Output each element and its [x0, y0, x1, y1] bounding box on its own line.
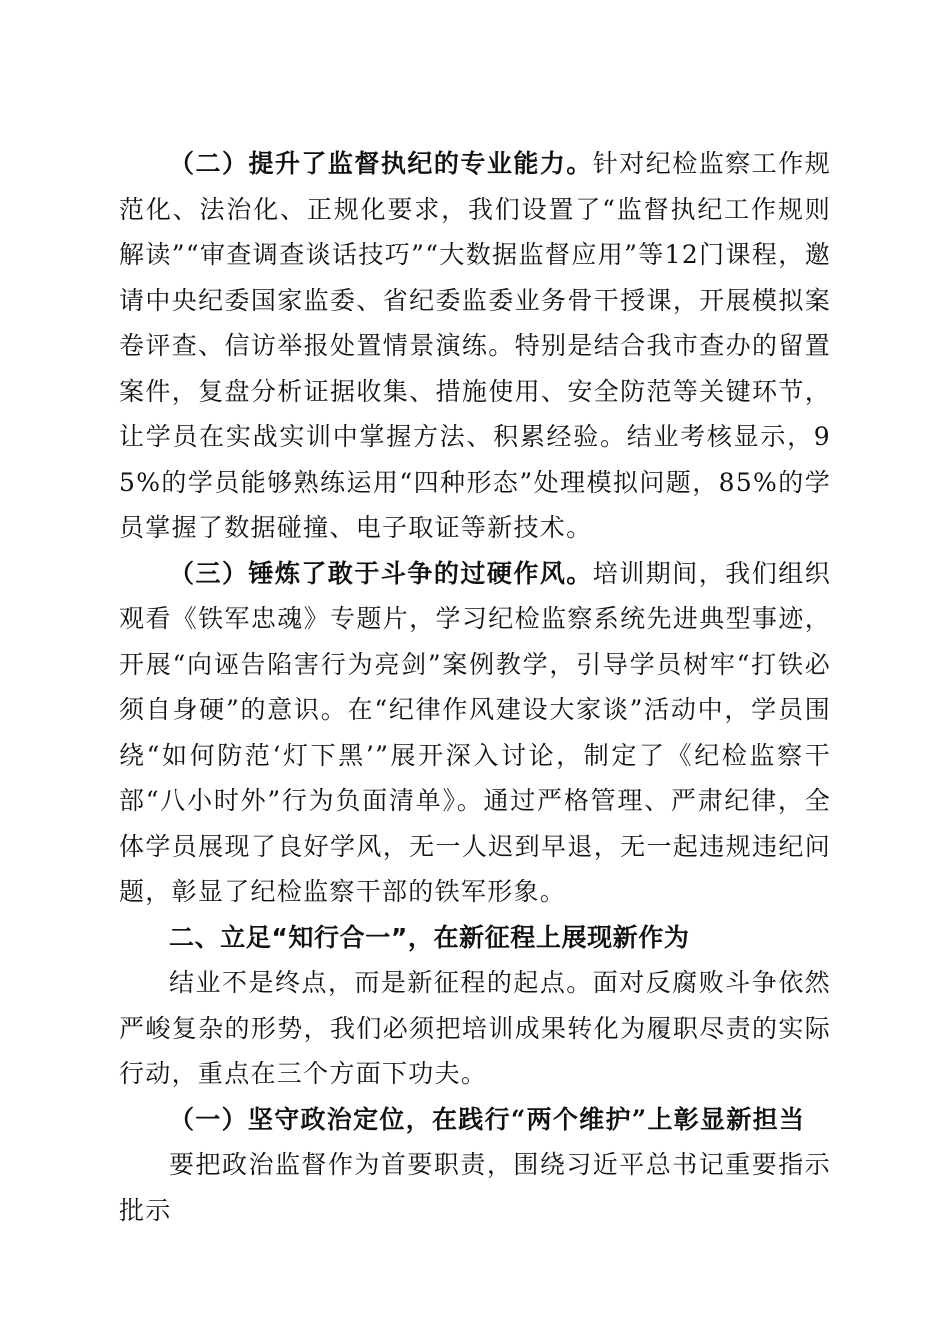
section-heading: 二、立足“知行合一”，在新征程上展现新作为 [169, 922, 690, 952]
paragraph-lead-title: （三）锤炼了敢于斗争的过硬作风。 [169, 558, 593, 588]
paragraph-professional-capability [119, 141, 831, 551]
paragraph-body-text: 针对纪检监察工作规范化、法治化、正规化要求，我们设置了“监督执纪工作规则解读”“审查调查谈话技巧”“大数据监督应用”等12门课程，邀请中央纪委国家监委、省纪委监委业务骨干授课，开展模拟案卷评查、信访举报处置情景演练。特别是结合我市查办的留置案件，复盘分析证据收集、措施使用、安全防范等关键环节，让学员在实战实训中掌握方法、积累经验。结业考核显示，95%的学员能够熟练运用“四种形态”处理模拟问题，85%的学员掌握了数据碰撞、电子取证等新技术。 [119, 149, 831, 542]
paragraph-fighting-style [119, 551, 831, 915]
intro-paragraph: 结业不是终点，而是新征程的起点。面对反腐败斗争依然严峻复杂的形势，我们必须把培训成果转化为履职尽责的实际行动，重点在三个方面下功夫。 [119, 968, 831, 1088]
sub-heading: （一）坚守政治定位，在践行“两个维护”上彰显新担当 [169, 1104, 806, 1134]
final-paragraph: 要把政治监督作为首要职责，围绕习近平总书记重要指示批示 [119, 1150, 831, 1225]
paragraph-lead-title: （二）提升了监督执纪的专业能力。 [169, 149, 593, 178]
document-body [119, 141, 831, 1233]
paragraph-body-text: 培训期间，我们组织观看《铁军忠魂》专题片，学习纪检监察系统先进典型事迹，开展“向诬告陷害行为亮剑”案例教学，引导学员树牢“打铁必须自身硬”的意识。在“纪律作风建设大家谈”活动中，学员围绕“如何防范‘灯下黑’”展开深入讨论，制定了《纪检监察干部“八小时外”行为负面清单》。通过严格管理、严肃纪律，全体学员展现了良好学风，无一人迟到早退，无一起违规违纪问题，彰显了纪检监察干部的铁军形象。 [119, 558, 831, 906]
